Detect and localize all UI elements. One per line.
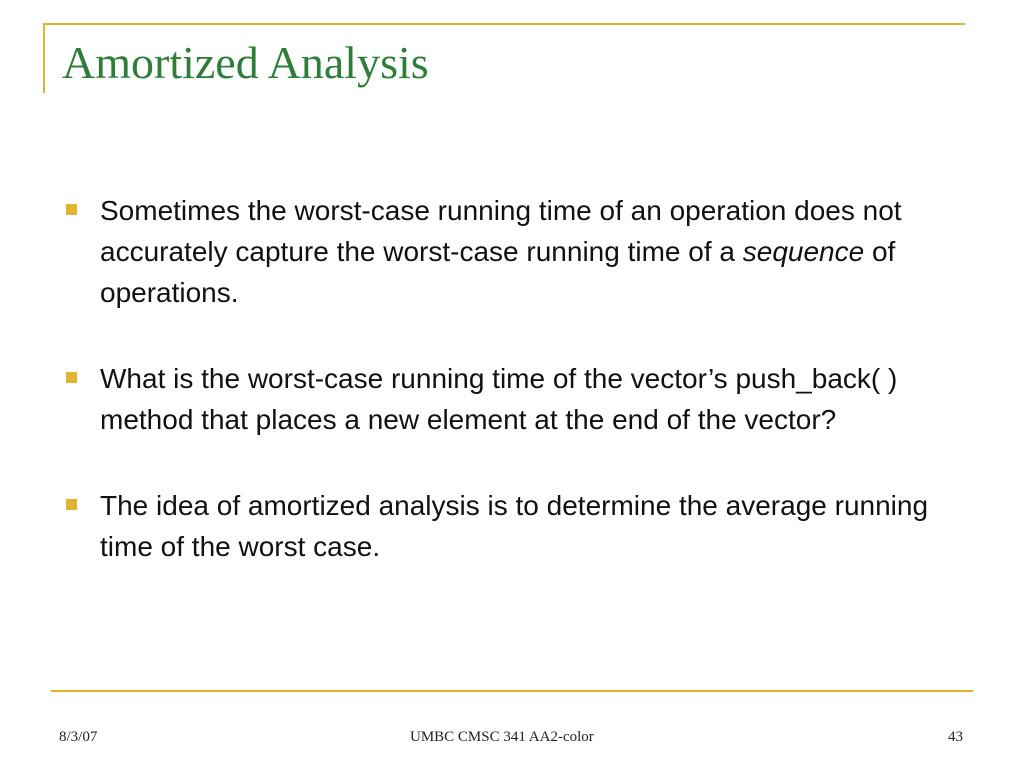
bullet-emphasis: sequence: [742, 236, 865, 267]
footer-page-number: 43: [948, 729, 963, 745]
bullet-item: [60, 190, 960, 313]
square-bullet-icon: [66, 372, 77, 383]
bullet-text: What is the worst-case running time of the vector’s push_back( ) method that places a new element at the end of the vector?: [100, 363, 898, 435]
square-bullet-icon: [66, 499, 77, 510]
title-frame-left-line: [43, 23, 45, 93]
footer-course-label: UMBC CMSC 341 AA2-color: [410, 729, 594, 745]
bullet-item: [60, 358, 960, 440]
bullet-text-end: of operations.: [100, 236, 896, 308]
bullet-item: [60, 485, 960, 567]
square-bullet-icon: [66, 204, 77, 215]
footer-divider: [51, 690, 973, 692]
title-frame-top-line: [43, 23, 965, 25]
footer-date: 8/3/07: [59, 729, 98, 745]
bullet-text: The idea of amortized analysis is to determine the average running time of the worst case.: [100, 490, 929, 562]
bullet-text: Sometimes the worst-case running time of an operation does not accurately capture the worst-case running time of a: [100, 195, 902, 267]
bullet-list: [60, 190, 960, 612]
slide-title: Amortized Analysis: [62, 37, 429, 88]
